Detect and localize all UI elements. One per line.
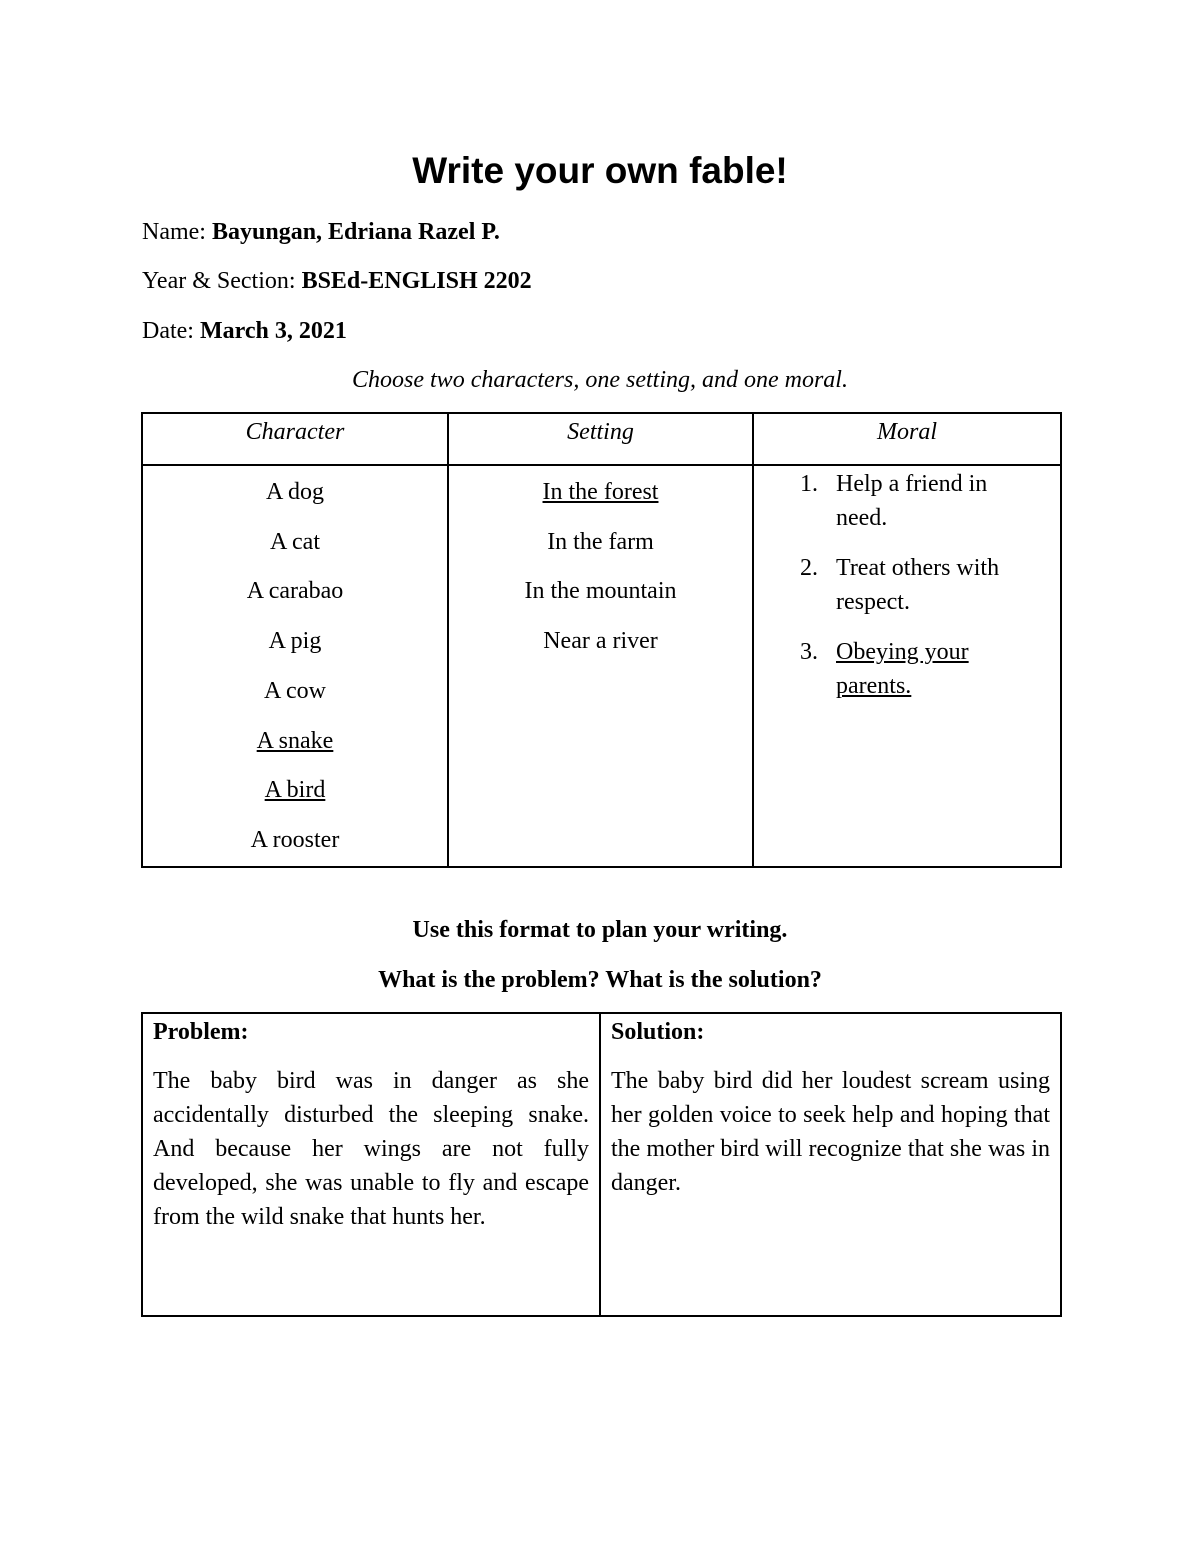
setting-header: Setting (448, 413, 753, 465)
moral-text: Obeying your parents. (836, 639, 969, 699)
name-value: Bayungan, Edriana Razel P. (211, 219, 500, 245)
character-item: A bird (264, 777, 326, 804)
name-field (142, 217, 500, 247)
solution-label: Solution: (611, 1019, 705, 1045)
setting-item: In the farm (547, 528, 654, 555)
character-item: A cow (264, 677, 326, 704)
choices-header-row (142, 413, 1061, 465)
plan-question: What is the problem? What is the solution? (378, 967, 822, 993)
choices-body-row (142, 465, 1061, 867)
problem-label: Problem: (153, 1019, 249, 1045)
section-label: Year & Section: (142, 268, 296, 294)
moral-text: Help a friend in need. (836, 471, 988, 531)
date-label: Date: (142, 318, 194, 344)
moral-number: 2. (800, 555, 818, 581)
date-value: March 3, 2021 (199, 318, 347, 344)
character-item: A rooster (250, 826, 340, 853)
character-cell (142, 465, 448, 867)
moral-list (754, 467, 1060, 703)
moral-item (754, 467, 1060, 535)
setting-list (449, 466, 752, 667)
problem-cell (142, 1013, 600, 1316)
setting-item: Near a river (543, 628, 658, 655)
character-item: A snake (256, 727, 334, 754)
character-list (143, 466, 447, 866)
section-value: BSEd-ENGLISH 2202 (301, 268, 532, 294)
solution-cell (600, 1013, 1061, 1316)
character-item: A cat (270, 528, 320, 555)
plan-heading: Use this format to plan your writing. (412, 917, 788, 943)
date-field (142, 316, 347, 346)
character-header: Character (142, 413, 448, 465)
character-item: A carabao (246, 578, 344, 605)
section-field (142, 266, 532, 296)
page-title: Write your own fable! (412, 150, 788, 191)
choices-table (141, 412, 1062, 868)
solution-text: The baby bird did her loudest scream using her golden voice to seek help and hoping that the mother bird will recognize that she was in danger. (611, 1068, 1050, 1196)
moral-item (754, 635, 1060, 703)
problem-text: The baby bird was in danger as she accidentally disturbed the sleeping snake. And because her wings are not fully developed, she was unable to fly and escape from the wild snake that hunts her. (153, 1068, 589, 1230)
character-item: A dog (265, 479, 324, 505)
instruction: Choose two characters, one setting, and one moral. (352, 367, 848, 393)
moral-cell (753, 465, 1061, 867)
name-label: Name: (142, 219, 206, 245)
moral-number: 1. (800, 471, 818, 497)
moral-number: 3. (800, 639, 818, 665)
setting-item: In the forest (542, 479, 659, 505)
plan-table (141, 1012, 1062, 1317)
setting-item: In the mountain (524, 578, 677, 605)
setting-cell (448, 465, 753, 867)
moral-text: Treat others with respect. (836, 555, 1000, 615)
moral-item (754, 551, 1060, 619)
character-item: A pig (268, 628, 322, 655)
moral-header: Moral (753, 413, 1061, 465)
